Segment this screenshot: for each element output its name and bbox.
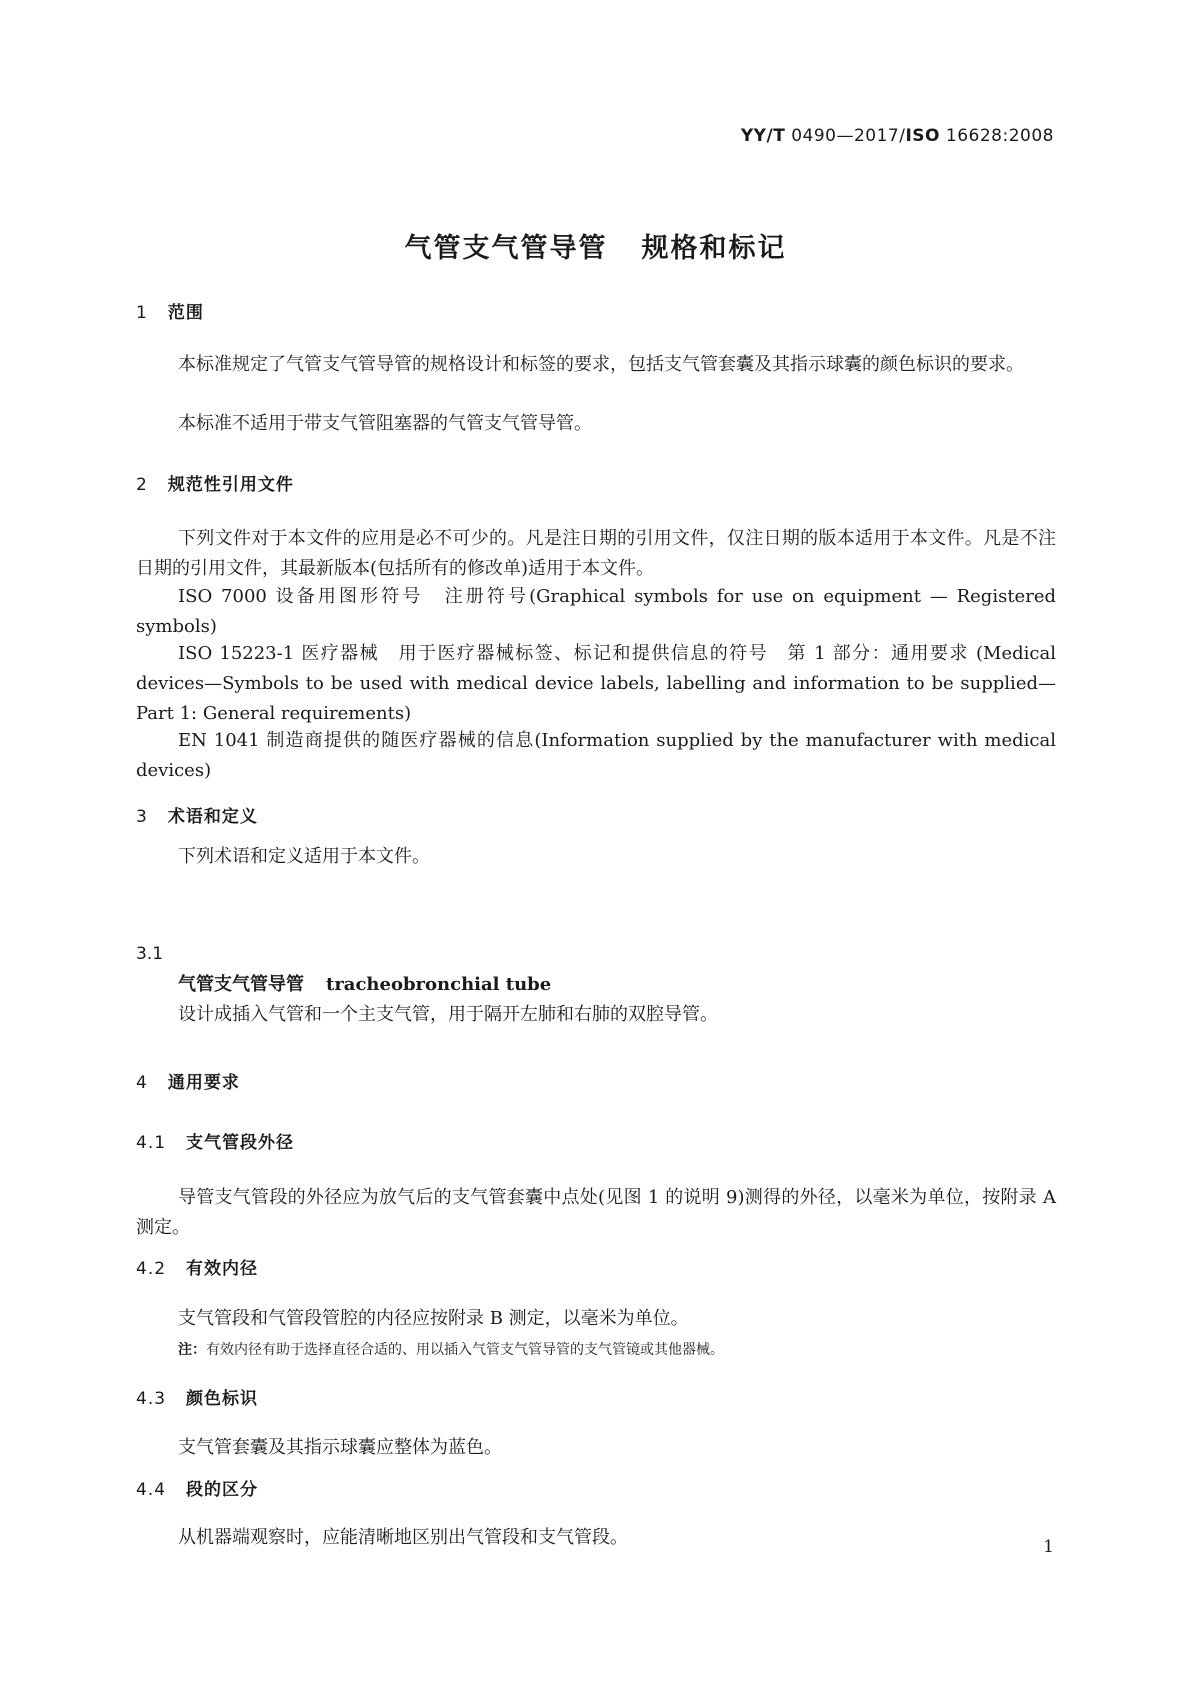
standard-code: 0490—2017/ — [785, 126, 906, 146]
page-number: 1 — [1043, 1537, 1054, 1557]
term-chinese: 气管支气管导管 — [178, 974, 304, 995]
term-english: tracheobronchial tube — [326, 974, 552, 995]
heading-section-2: 2 规范性引用文件 — [136, 475, 294, 495]
title-main: 气管支气管导管 — [404, 233, 608, 264]
heading-section-3: 3 术语和定义 — [136, 807, 258, 827]
standard-number — [741, 126, 1054, 146]
heading-section-4-4: 4.4 段的区分 — [136, 1480, 259, 1500]
standard-prefix: YY/T — [740, 126, 786, 146]
heading-section-4-1: 4.1 支气管段外径 — [136, 1133, 295, 1153]
note-text: 有效内径有助于选择直径合适的、用以插入气管支气管导管的支气管镜或其他器械。 — [206, 1342, 724, 1358]
iso-prefix: ISO — [905, 126, 941, 146]
reference-iso-15223-1: ISO 15223-1 医疗器械 用于医疗器械标签、标记和提供信息的符号 第 1 部分：通用要求 (Medical devices—Symbols to be used with medical device labels, labelling and information to be supplied—Part 1: General requirements) — [136, 643, 1056, 724]
document-title — [0, 226, 1191, 265]
section-1-paragraph-2: 本标准不适用于带支气管阻塞器的气管支气管导管。 — [178, 413, 592, 434]
term-definition: 设计成插入气管和一个主支气管，用于隔开左肺和右肺的双腔导管。 — [178, 1004, 718, 1025]
section-1-paragraph-1: 本标准规定了气管支气管导管的规格设计和标签的要求，包括支气管套囊及其指示球囊的颜色标识的要求。 — [178, 354, 1024, 375]
heading-section-4-2: 4.2 有效内径 — [136, 1259, 259, 1279]
note — [178, 1340, 1058, 1360]
term-entry — [178, 970, 551, 996]
section-4-2-paragraph: 支气管段和气管段管腔的内径应按附录 B 测定，以毫米为单位。 — [178, 1308, 689, 1329]
iso-code: 16628:2008 — [940, 126, 1054, 146]
reference-en-1041: EN 1041 制造商提供的随医疗器械的信息(Information supplied by the manufacturer with medical devices) — [136, 730, 1056, 781]
section-4-1-paragraph: 导管支气管段的外径应为放气后的支气管套囊中点处(见图 1 的说明 9)测得的外径，以毫米为单位，按附录 A 测定。 — [136, 1187, 1056, 1238]
section-4-3-paragraph: 支气管套囊及其指示球囊应整体为蓝色。 — [178, 1437, 502, 1458]
section-2-paragraph-1: 下列文件对于本文件的应用是必不可少的。凡是注日期的引用文件，仅注日期的版本适用于本文件。凡是不注日期的引用文件，其最新版本(包括所有的修改单)适用于本文件。 — [136, 528, 1056, 579]
heading-section-4-3: 4.3 颜色标识 — [136, 1389, 259, 1409]
note-label: 注： — [178, 1342, 206, 1358]
reference-iso-7000: ISO 7000 设备用图形符号 注册符号(Graphical symbols for use on equipment — Registered symbols) — [136, 586, 1056, 637]
heading-section-4: 4 通用要求 — [136, 1073, 240, 1093]
title-sub: 规格和标记 — [641, 233, 787, 264]
heading-section-1: 1 范围 — [136, 303, 204, 323]
term-number: 3.1 — [136, 944, 164, 964]
section-4-4-paragraph: 从机器端观察时，应能清晰地区别出气管段和支气管段。 — [178, 1527, 628, 1548]
section-3-paragraph-1: 下列术语和定义适用于本文件。 — [178, 846, 430, 867]
